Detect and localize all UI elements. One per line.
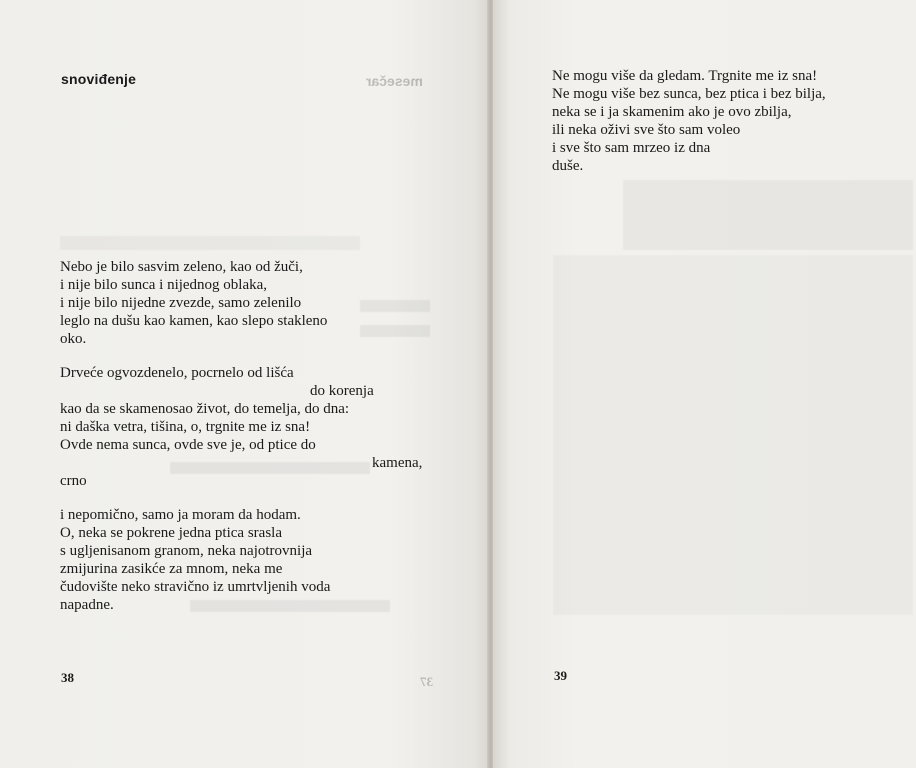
poem-line: Ovde nema sunca, ovde sve je, od ptice do — [60, 437, 316, 453]
poem-line: kao da se skamenosao život, do temelja, do dna: — [60, 401, 350, 417]
page-number: 38 — [61, 670, 74, 685]
bleed-through-heading: mesečar — [366, 73, 423, 89]
poem-line: Nebo je bilo sasvim zeleno, kao od žuči, — [60, 259, 303, 275]
bleed-through-block — [623, 180, 913, 250]
poem-line: i nije bilo nijedne zvezde, samo zelenilo — [60, 295, 302, 311]
poem-line: čudovište neko stravično iz umrtvljenih voda — [60, 579, 331, 595]
poem-line: oko. — [60, 331, 87, 347]
poem-line: O, neka se pokrene jedna ptica srasla — [60, 525, 282, 541]
poem-title: snoviđenje — [61, 71, 137, 87]
poem-line: i nepomično, samo ja moram da hodam. — [60, 507, 301, 523]
poem-line: Ne mogu više da gledam. Trgnite me iz sna! — [552, 68, 818, 84]
poem-line: s ugljenisanom granom, neka najotrovnija — [60, 543, 313, 559]
poem-line: zmijurina zasikće za mnom, neka me — [60, 561, 283, 577]
right-page — [493, 0, 916, 768]
poem-line: ili neka oživi sve što sam voleo — [552, 122, 741, 138]
poem-line: crno — [60, 473, 87, 489]
page-number: 39 — [554, 668, 567, 683]
poem-line: kamena, — [372, 455, 423, 471]
bleed-through-block — [553, 255, 913, 615]
poem-line: do korenja — [310, 383, 374, 399]
bleed-through-line — [170, 462, 370, 474]
poem-line: neka se i ja skamenim ako je ovo zbilja, — [552, 104, 792, 120]
poem-line: Drveće ogvozdenelo, pocrnelo od lišća — [60, 365, 294, 381]
bleed-through-line — [360, 325, 430, 337]
bleed-through-line — [190, 600, 390, 612]
bleed-through-line — [360, 300, 430, 312]
poem-line: i sve što sam mrzeo iz dna — [552, 140, 711, 156]
poem-line: duše. — [552, 158, 584, 174]
poem-line: Ne mogu više bez sunca, bez ptica i bez bilja, — [552, 86, 826, 102]
bleed-through-page-number: 37 — [420, 674, 433, 689]
poem-line: i nije bilo sunca i nijednog oblaka, — [60, 277, 268, 293]
poem-line: napadne. — [60, 597, 114, 613]
poem-line: ni daška vetra, tišina, o, trgnite me iz sna! — [60, 419, 311, 435]
bleed-through-line — [60, 236, 360, 250]
poem-line: leglo na dušu kao kamen, kao slepo stakleno — [60, 313, 328, 329]
